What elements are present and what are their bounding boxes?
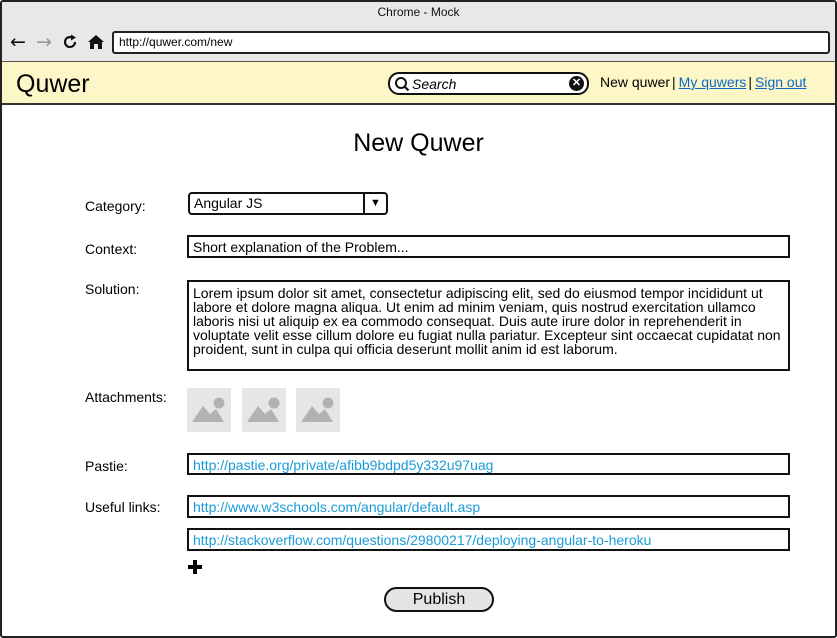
address-bar[interactable]: http://quwer.com/new: [112, 31, 830, 54]
publish-button[interactable]: Publish: [384, 587, 494, 612]
back-arrow-icon[interactable]: ←: [10, 31, 26, 53]
nav-new-quwer[interactable]: New quwer: [600, 74, 671, 90]
app-logo[interactable]: Quwer: [16, 70, 90, 98]
browser-toolbar: [2, 24, 835, 62]
useful-link-input[interactable]: http://stackoverflow.com/questions/29800217/deploying-angular-to-heroku: [187, 528, 790, 551]
category-value: Angular JS: [194, 195, 263, 211]
category-label: Category:: [85, 198, 146, 214]
attachment-image-icon[interactable]: [242, 388, 286, 432]
attachments-label: Attachments:: [85, 389, 167, 405]
nav-sign-out[interactable]: Sign out: [755, 74, 807, 90]
context-input[interactable]: Short explanation of the Problem...: [187, 235, 790, 258]
search-input[interactable]: [412, 75, 562, 93]
reload-icon[interactable]: [60, 32, 80, 52]
clear-search-icon[interactable]: ✕: [569, 76, 584, 91]
nav-separator: |: [672, 74, 676, 90]
search-box[interactable]: [388, 72, 589, 95]
page-title: New Quwer: [353, 129, 484, 157]
solution-textarea[interactable]: Lorem ipsum dolor sit amet, consectetur adipiscing elit, sed do eiusmod tempor incididunt ut labore et dolore magna aliqua. Ut enim ad minim veniam, quis nostrud exercitation ullamco laboris nisi ut aliquip ex ea commodo consequat. Duis aute irure dolor in reprehenderit in voluptate velit esse cillum dolore eu fugiat nulla pariatur. Excepteur sint occaecat cupidatat non proident, sunt in culpa qui officia deserunt mollit anim id est laborum.: [187, 280, 790, 371]
search-icon: [394, 76, 410, 92]
pastie-input[interactable]: http://pastie.org/private/afibb9bdpd5y332u97uag: [187, 453, 790, 475]
solution-label: Solution:: [85, 281, 140, 297]
pastie-label: Pastie:: [85, 458, 128, 474]
useful-link-input[interactable]: http://www.w3schools.com/angular/default.asp: [187, 495, 790, 518]
category-select[interactable]: [188, 192, 388, 215]
useful-links-label: Useful links:: [85, 499, 161, 515]
attachment-image-icon[interactable]: [187, 388, 231, 432]
forward-arrow-icon[interactable]: →: [36, 31, 52, 53]
nav-separator: |: [748, 74, 752, 90]
dropdown-arrow-icon[interactable]: ▼: [363, 194, 386, 213]
window-title: Chrome - Mock: [2, 2, 835, 24]
attachment-image-icon[interactable]: [296, 388, 340, 432]
home-icon[interactable]: [86, 32, 106, 52]
add-link-plus-icon[interactable]: [188, 559, 204, 575]
nav-my-quwers[interactable]: My quwers: [678, 74, 747, 90]
app-header: [2, 61, 835, 105]
header-links: [600, 74, 806, 90]
context-label: Context:: [85, 241, 138, 257]
